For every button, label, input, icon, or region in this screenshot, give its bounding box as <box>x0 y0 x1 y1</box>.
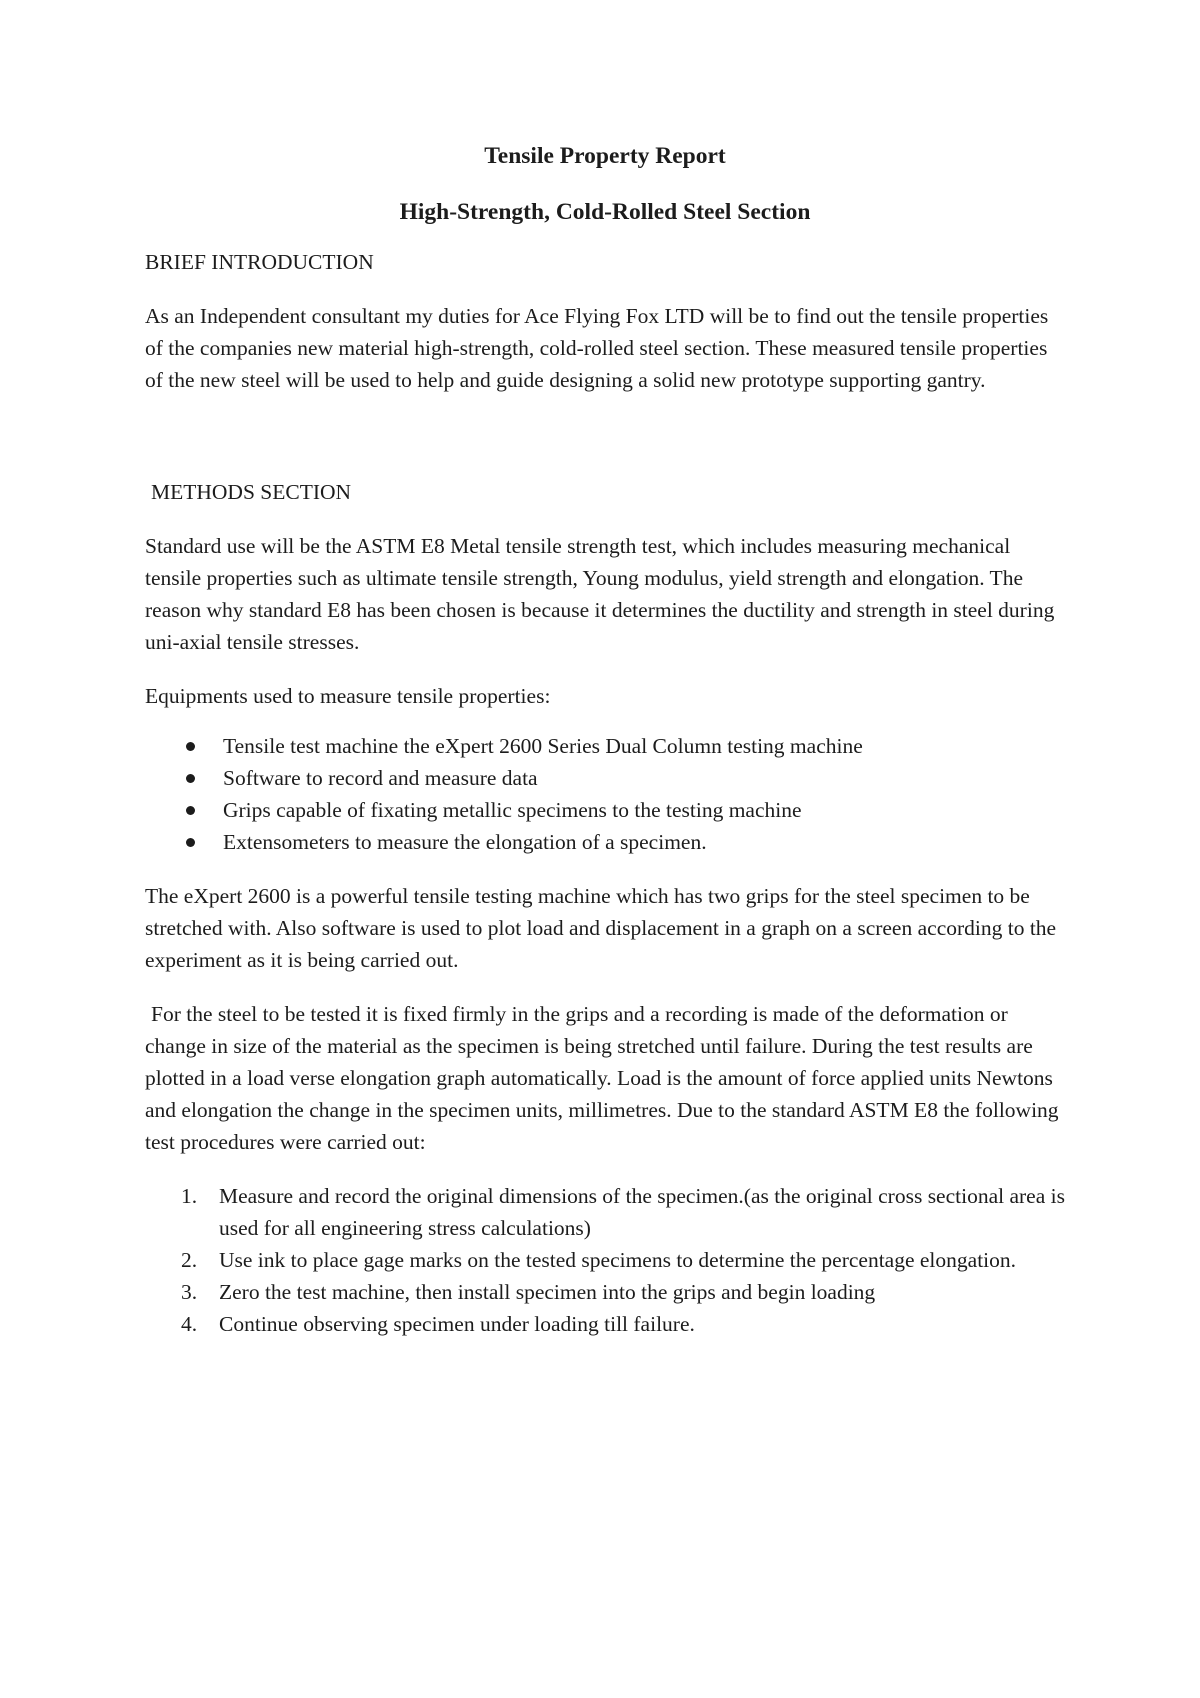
list-item <box>181 1180 1065 1244</box>
step-number: 3. <box>181 1280 198 1304</box>
bullet-icon <box>186 774 195 783</box>
methods-paragraph: Standard use will be the ASTM E8 Metal tensile strength test, which includes measuring mechanical tensile properties such as ultimate tensile strength, Young modulus, yield strength and elongation. The reason why standard E8 has been chosen is because it determines the ductility and strength in steel during uni-axial tensile stresses. <box>145 534 1055 654</box>
list-item <box>223 794 1065 826</box>
bullet-icon <box>186 806 195 815</box>
list-item <box>223 762 1065 794</box>
list-item <box>181 1244 1065 1276</box>
report-title: Tensile Property Report <box>484 143 726 169</box>
list-item-text: Extensometers to measure the elongation of a specimen. <box>223 830 707 854</box>
list-item <box>223 730 1065 762</box>
equipment-list <box>145 730 1065 858</box>
list-item-text: Grips capable of fixating metallic specimens to the testing machine <box>223 798 802 822</box>
step-text: Measure and record the original dimensions of the specimen.(as the original cross sectional area is used for all engineering stress calculations) <box>219 1184 1065 1240</box>
list-item <box>181 1308 1065 1340</box>
intro-paragraph: As an Independent consultant my duties for Ace Flying Fox LTD will be to find out the tensile properties of the companies new material high-strength, cold-rolled steel section. These measured tensile properties of the new steel will be used to help and guide designing a solid new prototype supporting gantry. <box>145 304 1049 392</box>
equipment-intro: Equipments used to measure tensile properties: <box>145 684 551 708</box>
document-body <box>145 140 1065 1340</box>
step-number: 1. <box>181 1184 198 1208</box>
list-item-text: Software to record and measure data <box>223 766 538 790</box>
list-item <box>223 826 1065 858</box>
expert-paragraph: The eXpert 2600 is a powerful tensile testing machine which has two grips for the steel specimen to be stretched with. Also software is used to plot load and displacement in a graph on a screen according to the experiment as it is being carried out. <box>145 884 1057 972</box>
step-text: Use ink to place gage marks on the tested specimens to determine the percentage elongation. <box>219 1248 1017 1272</box>
bullet-icon <box>186 742 195 751</box>
methods-heading: METHODS SECTION <box>151 480 352 504</box>
intro-heading: BRIEF INTRODUCTION <box>145 250 374 274</box>
step-text: Zero the test machine, then install specimen into the grips and begin loading <box>219 1280 876 1304</box>
list-item <box>181 1276 1065 1308</box>
procedure-paragraph: For the steel to be tested it is fixed firmly in the grips and a recording is made of the deformation or change in size of the material as the specimen is being stretched until failure. During the test results are plotted in a load verse elongation graph automatically. Load is the amount of force applied units Newtons and elongation the change in the specimen units, millimetres. Due to the standard ASTM E8 the following test procedures were carried out: <box>145 1002 1059 1154</box>
bullet-icon <box>186 838 195 847</box>
report-subtitle: High-Strength, Cold-Rolled Steel Section <box>399 199 811 225</box>
step-number: 4. <box>181 1312 198 1336</box>
procedure-steps <box>145 1180 1065 1340</box>
list-item-text: Tensile test machine the eXpert 2600 Series Dual Column testing machine <box>223 734 863 758</box>
step-text: Continue observing specimen under loading till failure. <box>219 1312 695 1336</box>
step-number: 2. <box>181 1248 198 1272</box>
